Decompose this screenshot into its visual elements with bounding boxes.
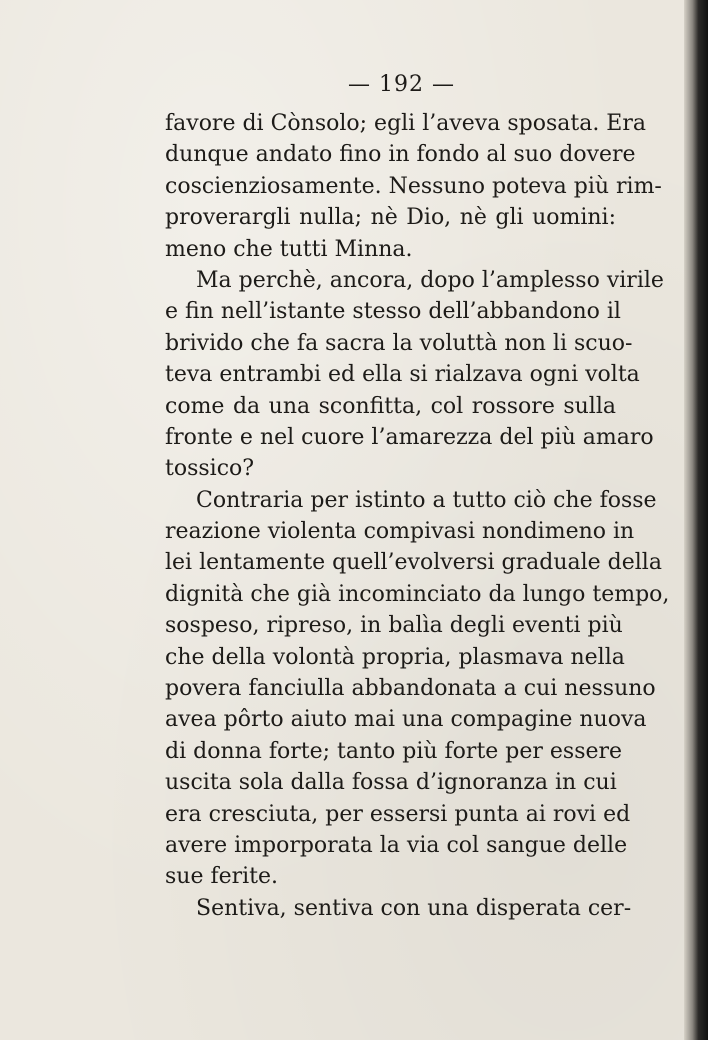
text-line: tossico?: [165, 456, 255, 482]
book-spine-shadow: [684, 0, 708, 1040]
text-line: uscita sola dalla fossa d’ignoranza in cui: [165, 770, 617, 796]
text-line: avea pôrto aiuto mai una compagine nuova: [165, 707, 647, 733]
text-line: povera fanciulla abbandonata a cui nessuno: [165, 676, 656, 702]
text-line: sue ferite.: [165, 864, 279, 890]
text-line: Sentiva, sentiva con una disperata cer-: [196, 895, 632, 921]
text-line: lei lentamente quell’evolversi graduale della: [165, 550, 662, 576]
text-line: teva entrambi ed ella si rialzava ogni volta: [165, 362, 640, 388]
text-line: che della volontà propria, plasmava nella: [165, 644, 625, 670]
text-line: era cresciuta, per essersi punta ai rovi ed: [165, 801, 631, 827]
text-line: dunque andato fino in fondo al suo dovere: [165, 142, 636, 168]
text-line: e fin nell’istante stesso dell’abbandono il: [165, 299, 621, 325]
text-line: coscienziosamente. Nessuno poteva più rim-: [165, 173, 662, 199]
text-line: di donna forte; tanto più forte per essere: [165, 738, 623, 764]
text-line: come da una sconfitta, col rossore sulla: [165, 393, 616, 419]
text-line: fronte e nel cuore l’amarezza del più amaro: [165, 424, 654, 450]
text-line: avere imporporata la via col sangue delle: [165, 832, 628, 858]
text-line: dignità che già incominciato da lungo tempo,: [165, 581, 670, 607]
text-line: reazione violenta compivasi nondimeno in: [165, 519, 635, 545]
body-text: [165, 108, 670, 924]
text-line: Ma perchè, ancora, dopo l’amplesso virile: [196, 267, 664, 293]
text-line: favore di Cònsolo; egli l’aveva sposata. Era: [165, 111, 647, 136]
text-line: proverargli nulla; nè Dio, nè gli uomini:: [165, 205, 616, 231]
text-line: meno che tutti Minna.: [165, 236, 413, 262]
page-number: — 192 —: [348, 72, 455, 97]
text-line: Contraria per istinto a tutto ciò che fosse: [196, 487, 657, 513]
text-line: brivido che fa sacra la voluttà non li scuo-: [165, 330, 633, 356]
text-line: sospeso, ripreso, in balìa degli eventi più: [165, 613, 623, 639]
